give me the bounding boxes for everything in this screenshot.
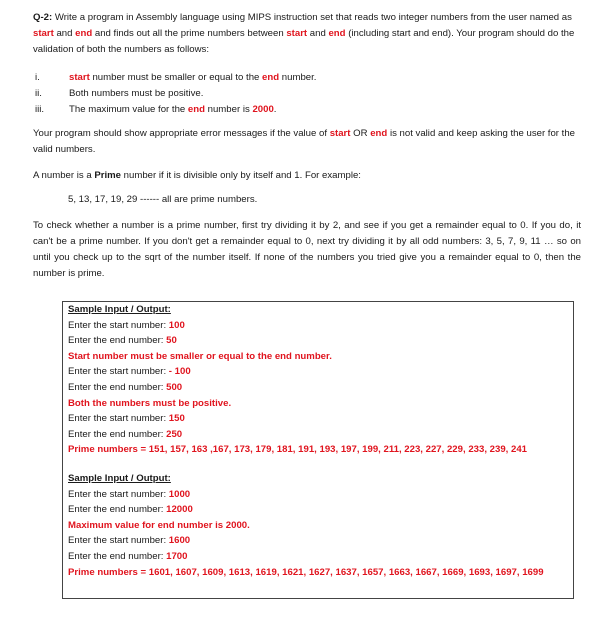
question-text-2: and finds out all the prime numbers between: [92, 28, 287, 39]
requirement-item: [33, 102, 573, 118]
requirement-text-part: number.: [279, 72, 317, 83]
keyword-end: end: [187, 104, 205, 115]
keyword-end: end: [262, 72, 280, 83]
sample-line-value: 100: [168, 319, 185, 331]
requirement-text-part: .: [273, 104, 277, 115]
sample-line-value: 1600: [168, 535, 191, 547]
keyword-start: start: [329, 128, 351, 139]
requirement-number: ii.: [35, 88, 42, 99]
question-paragraph: [33, 10, 581, 58]
question-text-3: (including start and end). Your program should do the validation of both the numbers as follows:: [33, 28, 575, 55]
sample-line-label: Enter the start number:: [68, 488, 169, 500]
prime-definition: [33, 168, 581, 184]
prime-example: 5, 13, 17, 19, 29 ------ all are prime numbers.: [68, 194, 258, 205]
requirement-text: [69, 102, 276, 118]
prime-keyword: Prime: [94, 170, 121, 181]
requirement-text-part: number is: [204, 104, 253, 115]
prime-def-text-2: number if it is divisible only by itself and 1. For example:: [121, 170, 361, 181]
sample-line-label: Enter the start number:: [68, 366, 169, 378]
sample-line-label: Enter the end number:: [68, 504, 167, 516]
keyword-end: end: [370, 128, 388, 139]
sample-line-value: 12000: [166, 504, 193, 516]
sample-line-label: Enter the start number:: [68, 319, 169, 331]
keyword-start: start: [33, 28, 54, 39]
error-message-paragraph: [33, 126, 581, 158]
sample-heading: Sample Input / Output:: [68, 304, 171, 315]
prime-check-paragraph: To check whether a number is a prime number, first try dividing it by 2, and see if you get a remainder equal to 0. If you do, it can't be a prime number. If you don't get a remainder equal to 0, next try dividing it by all odd numbers: 3, 5, 7, 9, 11 … so on until you check up to the sqrt of the number itself. If none of the numbers you tried give you a remainder equal to 0, then the number is prime.: [33, 220, 581, 279]
sample-line-value: 50: [166, 335, 177, 347]
sample-output-message: [68, 349, 527, 365]
sample-io-line: [68, 487, 544, 503]
sample-line-label: Enter the end number:: [68, 550, 167, 562]
sample-line-value: 1000: [168, 488, 191, 500]
requirement-number: iii.: [35, 104, 45, 115]
sample-io-line: [68, 333, 527, 349]
keyword-end: end: [75, 28, 93, 39]
sample-line-label: Prime numbers = 151, 157, 163 ,167, 173, 179, 181, 191, 193, 197, 199, 211, 223, 227, 229, 233, 239, 241: [68, 444, 527, 456]
sample-io-line: [68, 380, 527, 396]
keyword-end-2: end: [328, 28, 346, 39]
keyword-start-2: start: [286, 28, 308, 39]
keyword-start: start: [69, 72, 90, 83]
question-text-1: Write a program in Assembly language using MIPS instruction set that reads two integer numbers from the user named as: [52, 12, 572, 23]
error-text-2: is not valid and keep asking the user for the valid numbers.: [33, 128, 576, 155]
requirement-text-part: number must be smaller or equal to the: [89, 72, 263, 83]
sample-line-value: 500: [166, 381, 183, 393]
sample-output-message: [68, 396, 527, 412]
sample-io-line: [68, 533, 544, 549]
sample-io-box: [62, 301, 574, 599]
sample-heading: Sample Input / Output:: [68, 473, 171, 484]
sample-line-label: Enter the end number:: [68, 381, 167, 393]
sample-line-label: Maximum value for end number is 2000.: [68, 519, 250, 531]
question-text-and-1: and: [53, 28, 76, 39]
sample-line-label: Both the numbers must be positive.: [68, 397, 232, 409]
sample-line-value: 250: [166, 428, 183, 440]
sample-line-value: 150: [168, 413, 185, 425]
question-label: Q-2:: [33, 12, 53, 23]
max-value: 2000: [252, 104, 274, 115]
sample-line-label: Enter the start number:: [68, 535, 169, 547]
sample-line-label: Enter the end number:: [68, 335, 167, 347]
sample-line-label: Start number must be smaller or equal to the end number.: [68, 350, 332, 362]
sample-line-label: Enter the start number:: [68, 413, 169, 425]
sample-block-2: [68, 471, 544, 580]
sample-io-line: [68, 502, 544, 518]
sample-output-message: [68, 565, 544, 581]
sample-io-line: [68, 364, 527, 380]
sample-io-line: [68, 427, 527, 443]
sample-io-line: [68, 411, 527, 427]
requirement-text: Both numbers must be positive.: [69, 88, 204, 99]
sample-line-label: Prime numbers = 1601, 1607, 1609, 1613, 1619, 1621, 1627, 1637, 1657, 1663, 1667, 1669, 1693, 1697, 1699: [68, 566, 544, 578]
sample-line-value: 1700: [166, 550, 188, 562]
sample-io-line: [68, 549, 544, 565]
requirement-text: [69, 70, 316, 86]
requirement-text-part: The maximum value for the: [69, 104, 188, 115]
requirement-number: i.: [35, 72, 40, 83]
sample-line-value: - 100: [168, 366, 191, 378]
requirement-item: [33, 70, 573, 86]
requirements-list: [33, 70, 573, 118]
sample-line-label: Enter the end number:: [68, 428, 167, 440]
error-text-or: OR: [350, 128, 371, 139]
requirement-item: [33, 86, 573, 102]
error-text-1: Your program should show appropriate error messages if the value of: [33, 128, 330, 139]
sample-io-line: [68, 318, 527, 334]
question-text-and-2: and: [307, 28, 329, 39]
sample-block-1: [68, 302, 527, 458]
prime-def-text-1: A number is a: [33, 170, 95, 181]
sample-output-message: [68, 442, 527, 458]
sample-output-message: [68, 518, 544, 534]
